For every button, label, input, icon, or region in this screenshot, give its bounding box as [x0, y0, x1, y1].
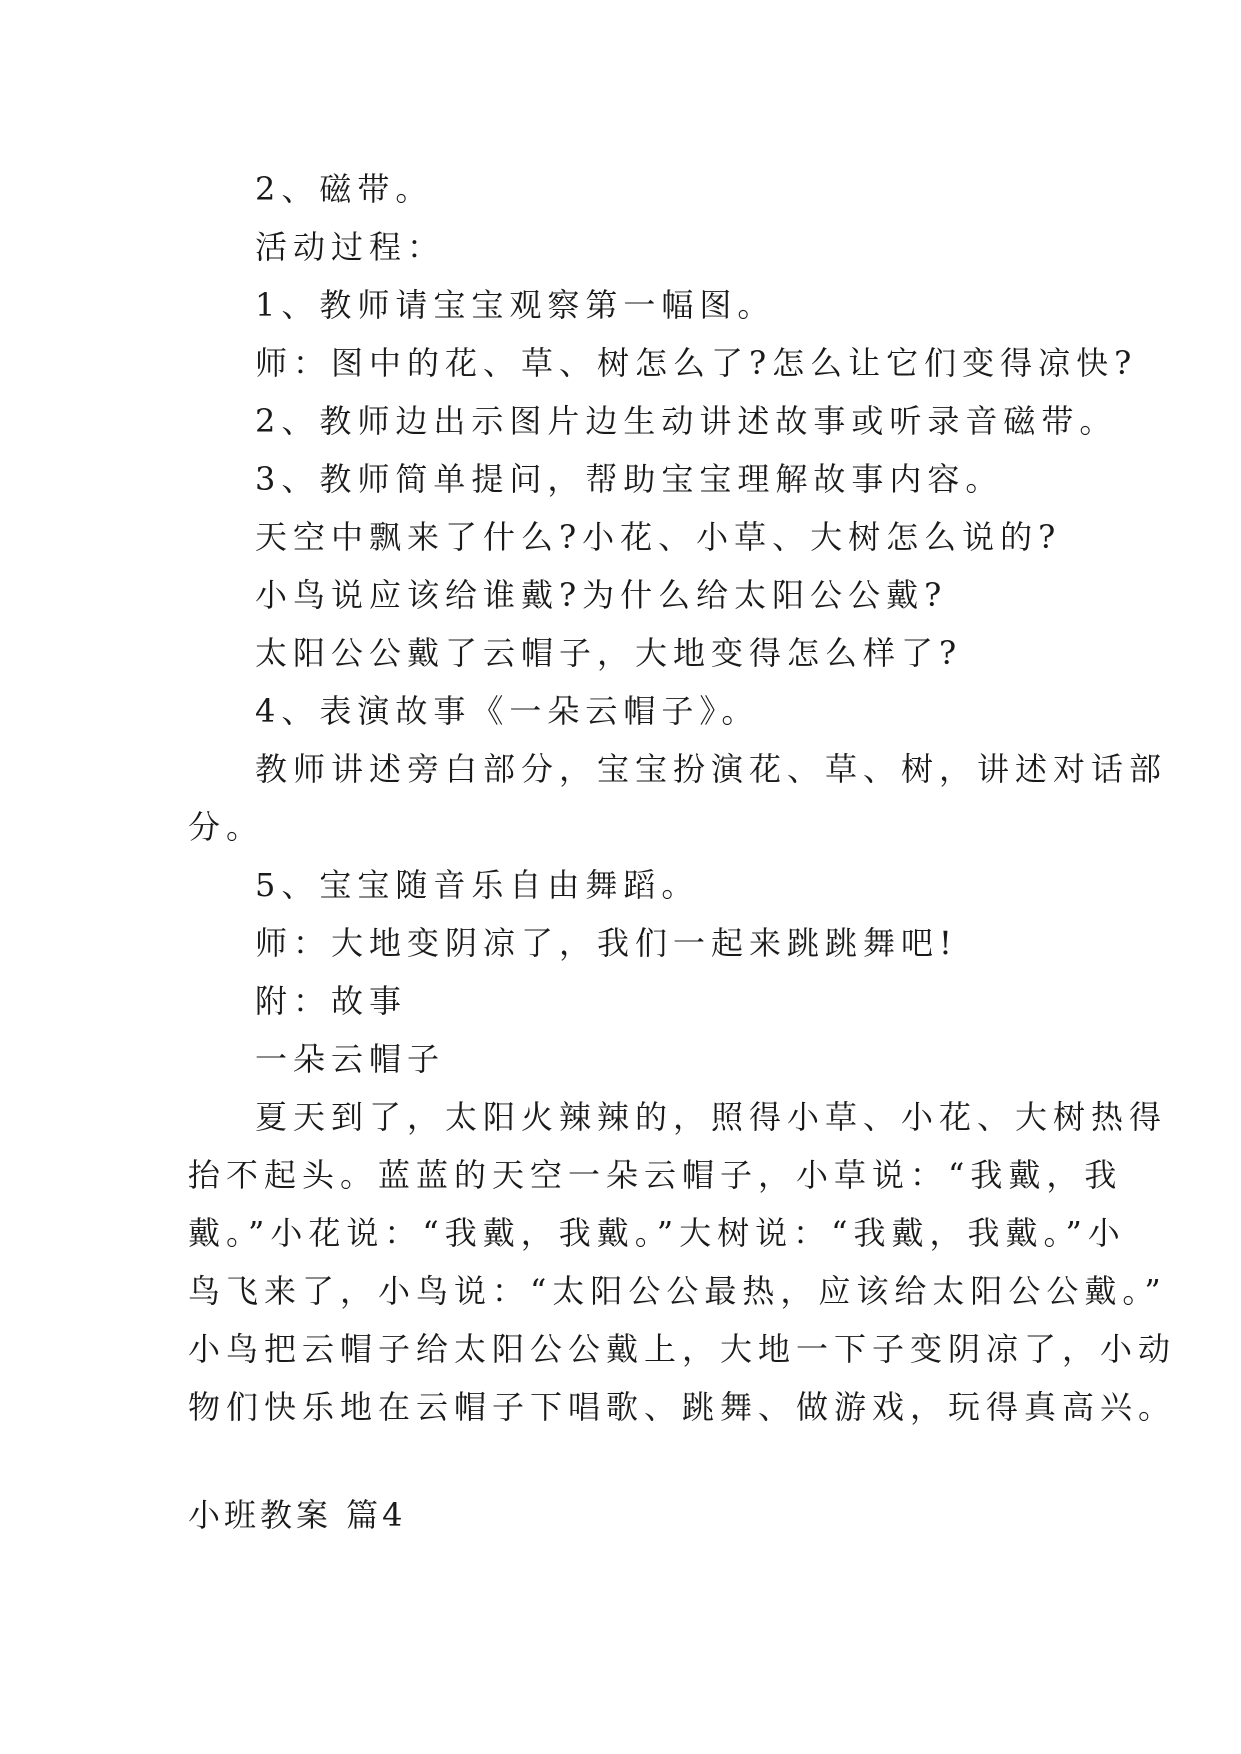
text-line: 2、磁带。	[255, 170, 434, 208]
story-title: 一朵云帽子	[255, 1040, 446, 1078]
role-paragraph-line: 教师讲述旁白部分，宝宝扮演花、草、树，讲述对话部	[255, 750, 1168, 788]
text-line: 4、表演故事《一朵云帽子》。	[255, 692, 760, 730]
text-line: 小鸟说应该给谁戴?为什么给太阳公公戴?	[255, 576, 948, 614]
text-line: 师：图中的花、草、树怎么了?怎么让它们变得凉快?	[255, 344, 1138, 382]
story-line: 抬不起头。蓝蓝的天空一朵云帽子，小草说：“我戴，我	[188, 1156, 1123, 1194]
role-paragraph-line: 分。	[188, 808, 265, 846]
section-heading: 小班教案 篇4	[188, 1496, 407, 1534]
story-line: 物们快乐地在云帽子下唱歌、跳舞、做游戏，玩得真高兴。	[188, 1388, 1177, 1426]
story-line: 夏天到了，太阳火辣辣的，照得小草、小花、大树热得	[255, 1098, 1168, 1136]
text-line: 3、教师简单提问，帮助宝宝理解故事内容。	[255, 460, 1004, 498]
story-line: 戴。”小花说：“我戴，我戴。”大树说：“我戴，我戴。”小	[188, 1214, 1126, 1252]
text-line: 活动过程：	[255, 228, 446, 266]
story-line: 小鸟把云帽子给太阳公公戴上，大地一下子变阴凉了，小动	[188, 1330, 1177, 1368]
text-line: 师：大地变阴凉了，我们一起来跳跳舞吧!	[255, 924, 958, 962]
document-body	[188, 160, 1177, 1436]
text-line: 2、教师边出示图片边生动讲述故事或听录音磁带。	[255, 402, 1118, 440]
text-line: 附：故事	[255, 982, 408, 1020]
text-line: 1、教师请宝宝观察第一幅图。	[255, 286, 776, 324]
text-line: 5、宝宝随音乐自由舞蹈。	[255, 866, 700, 904]
story-line: 鸟飞来了，小鸟说：“太阳公公最热，应该给太阳公公戴。”	[188, 1272, 1167, 1310]
text-line: 天空中飘来了什么?小花、小草、大树怎么说的?	[255, 518, 1062, 556]
text-line: 太阳公公戴了云帽子，大地变得怎么样了?	[255, 634, 963, 672]
